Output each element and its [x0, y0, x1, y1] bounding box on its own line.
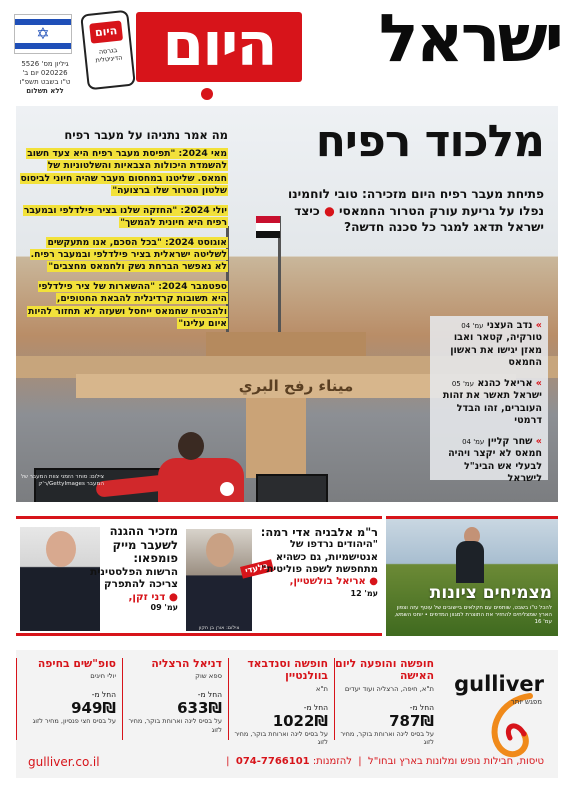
gulliver-wordmark: gulliver — [454, 672, 544, 696]
farmer-text: להכל ט"ו בשבט, שותפים עם חקלאים ביישובים של עוטף עזה וצפון הארץ שמצליחים להחזיר את התוצרת למגוון המדפים • יוחס השמש, עמ' 16 — [394, 605, 552, 626]
ad-offer[interactable]: דניאל הרצליה ספא שוק החל מ- 633₪ על בסיס לינה וארוחת בוקר, מחיר לזוג — [122, 658, 226, 740]
issue-line-2: 020226 יום ב' — [22, 69, 68, 78]
story-albania-text — [250, 525, 378, 599]
gulliver-ad[interactable] — [16, 650, 558, 778]
timeline-item: מאי 2024: "תפיסת מעבר רפיח היא צעד חשוב להשמדת היכולות הצבאיות והשלטוניות של חמאס. שליטנו במחסום מעבר שהיה חיוני לביסוס שלטון הטרור שלו ברצועה" — [20, 148, 227, 197]
secondary-stories — [16, 516, 558, 636]
ad-phone[interactable]: 074-7766101 — [235, 756, 310, 767]
gulliver-logo — [448, 672, 548, 744]
red-crescent-worker — [114, 432, 264, 502]
hero-headline[interactable]: מלכוד רפיח — [315, 116, 544, 167]
story-albania-author: ● אריאל בולשטיין, — [289, 576, 378, 588]
ad-offers — [16, 657, 438, 746]
ad-footer — [16, 752, 558, 772]
issue-info — [12, 60, 78, 96]
story-pompeo-quote: הרשות הפלסטינית צריכה להתפרק — [90, 566, 178, 591]
story-pompeo-headline: מזכיר ההגנה לשעבר מייק פומפאו: — [109, 524, 178, 566]
ad-order-label: להזמנות: — [312, 756, 352, 767]
hero-subheadline — [278, 186, 544, 236]
gulliver-tag: מפגש יותר — [510, 698, 542, 706]
gate — [256, 474, 328, 502]
crossing-sign: ميناء رفح البري — [76, 374, 516, 398]
exclusive-badge: בלעדי — [240, 559, 273, 578]
masthead-hayom: היום — [136, 12, 302, 82]
story-pompeo-text — [82, 525, 178, 612]
hero-subheadline-text: פתיחת מעבר רפיח היום מזכירה: טובי לוחמינו נפלו על גריעת עורק הטרור החמאסי — [287, 187, 544, 218]
issue-line-1: גיליון מס' 5526 — [21, 60, 69, 68]
rama-photo — [186, 529, 252, 631]
timeline-title: מה אמר נתניהו על מעבר רפיח — [64, 128, 228, 142]
photo-credit: צילום: סוחר הזמני צוות המעבר של המעבר GettyImages/ר'ק — [20, 474, 104, 487]
ad-offer[interactable]: סופ"שים בחיפה יולי חיגים החל מ- 949₪ על בסיס חצי פנסיון, מחיר לזוג — [16, 658, 120, 740]
story-albania[interactable] — [182, 519, 382, 633]
masthead — [0, 0, 573, 106]
bullet-mark: ● — [324, 203, 335, 218]
masthead-dot — [201, 88, 213, 100]
ad-offer[interactable]: חופשה והופעה ליום האישה ת"א, חיפה, הרצליה ועוד יעדים החל מ- 787₪ על בסיס לינה וארוחת בוקר, מחיר לזוג — [334, 658, 438, 740]
sidebar-item[interactable]: » אריאל כהנא עמ' 05 ישראל תאשר את זהות העוברים, זהו הבדל דרמטי — [442, 377, 542, 427]
masthead-title: ישראל — [378, 0, 561, 77]
farmer-title: מצמיחים ציונות — [429, 583, 552, 603]
ad-offer[interactable]: חופשה וסנדבאד בוולנטיין ת"א החל מ- 1022₪ על בסיס לינה וארוחת בוקר, מחיר לזוג — [228, 658, 332, 740]
story-farmers[interactable] — [386, 516, 558, 636]
netanyahu-timeline — [20, 128, 228, 337]
story-pompeo-page: עמ' 09 — [150, 602, 178, 612]
red-crescent-icon — [220, 482, 234, 496]
story-albania-page: עמ' 12 — [350, 588, 378, 598]
hero-story[interactable] — [16, 106, 558, 502]
story-pompeo[interactable] — [16, 519, 182, 633]
commentary-sidebar — [430, 316, 548, 485]
free-label: ללא תשלום — [26, 87, 64, 96]
israel-flag-icon: ✡ — [14, 14, 72, 54]
ad-website-link[interactable]: gulliver.co.il — [28, 755, 100, 769]
story-albania-quote: "היהודים נרדפו של אנטישמיות, גם כשהיא מתחפשת לשפה פוליטית" — [261, 539, 378, 575]
digital-edition-phone-icon[interactable] — [80, 10, 136, 91]
interviews-frame — [16, 516, 382, 636]
egypt-flag-icon — [256, 216, 280, 238]
issue-line-3: ט"ו בשבט תשפ"ו — [19, 78, 71, 87]
ad-tagline: טיסות, חבילות נופש ומלונות בארץ ובחו"ל — [368, 756, 544, 767]
ad-contact: טיסות, חבילות נופש ומלונות בארץ ובחו"ל | להזמנות: 074-7766101 | — [226, 756, 544, 767]
sidebar-item[interactable]: » שחר קליין עמ' 04 חמאס לא יקצר ויהיה לבעלי אש הבינ"ל לישראל — [448, 435, 542, 485]
timeline-item: יולי 2024: "החזקה שלנו בציר פילדלפי ובמעבר רפיח היא חיונית להמשך" — [23, 204, 227, 229]
photo-caption: צילום: אורן בן חקון — [198, 625, 240, 631]
phone-text: בגרסה הדיגיטלית — [95, 46, 123, 65]
sidebar-item[interactable]: » נדב העצני עמ' 04 טורקיה, קטאר ואבו מאזן יגישו את ראשון החמאס — [450, 320, 542, 369]
phone-badge: היום — [89, 20, 123, 43]
story-pompeo-author: ● דני זקן, — [128, 590, 178, 603]
hero-subheadline-tail: כיצד ישראל תדאג למגר כל סכנה חדשה? — [294, 203, 544, 235]
timeline-item: אוגוסט 2024: "בכל הסכם, אנו מתעקשים לשליטה ישראלית בציר פילדלפי ובמעבר רפיח. לא נאפשר הברחת נשק ולחמאס מחצבים" — [30, 236, 227, 273]
timeline-item: ספטמבר 2024: "ההשארות של ציר פילדלפי היא תשובות קרדינלית להבאת החטופים, ולהבטיח שחמאס ייחסל ושעזה לא תחזור להיות איום עלינו" — [28, 280, 227, 330]
story-albania-headline: ר"מ אלבניה אדי רמה: — [260, 525, 378, 539]
